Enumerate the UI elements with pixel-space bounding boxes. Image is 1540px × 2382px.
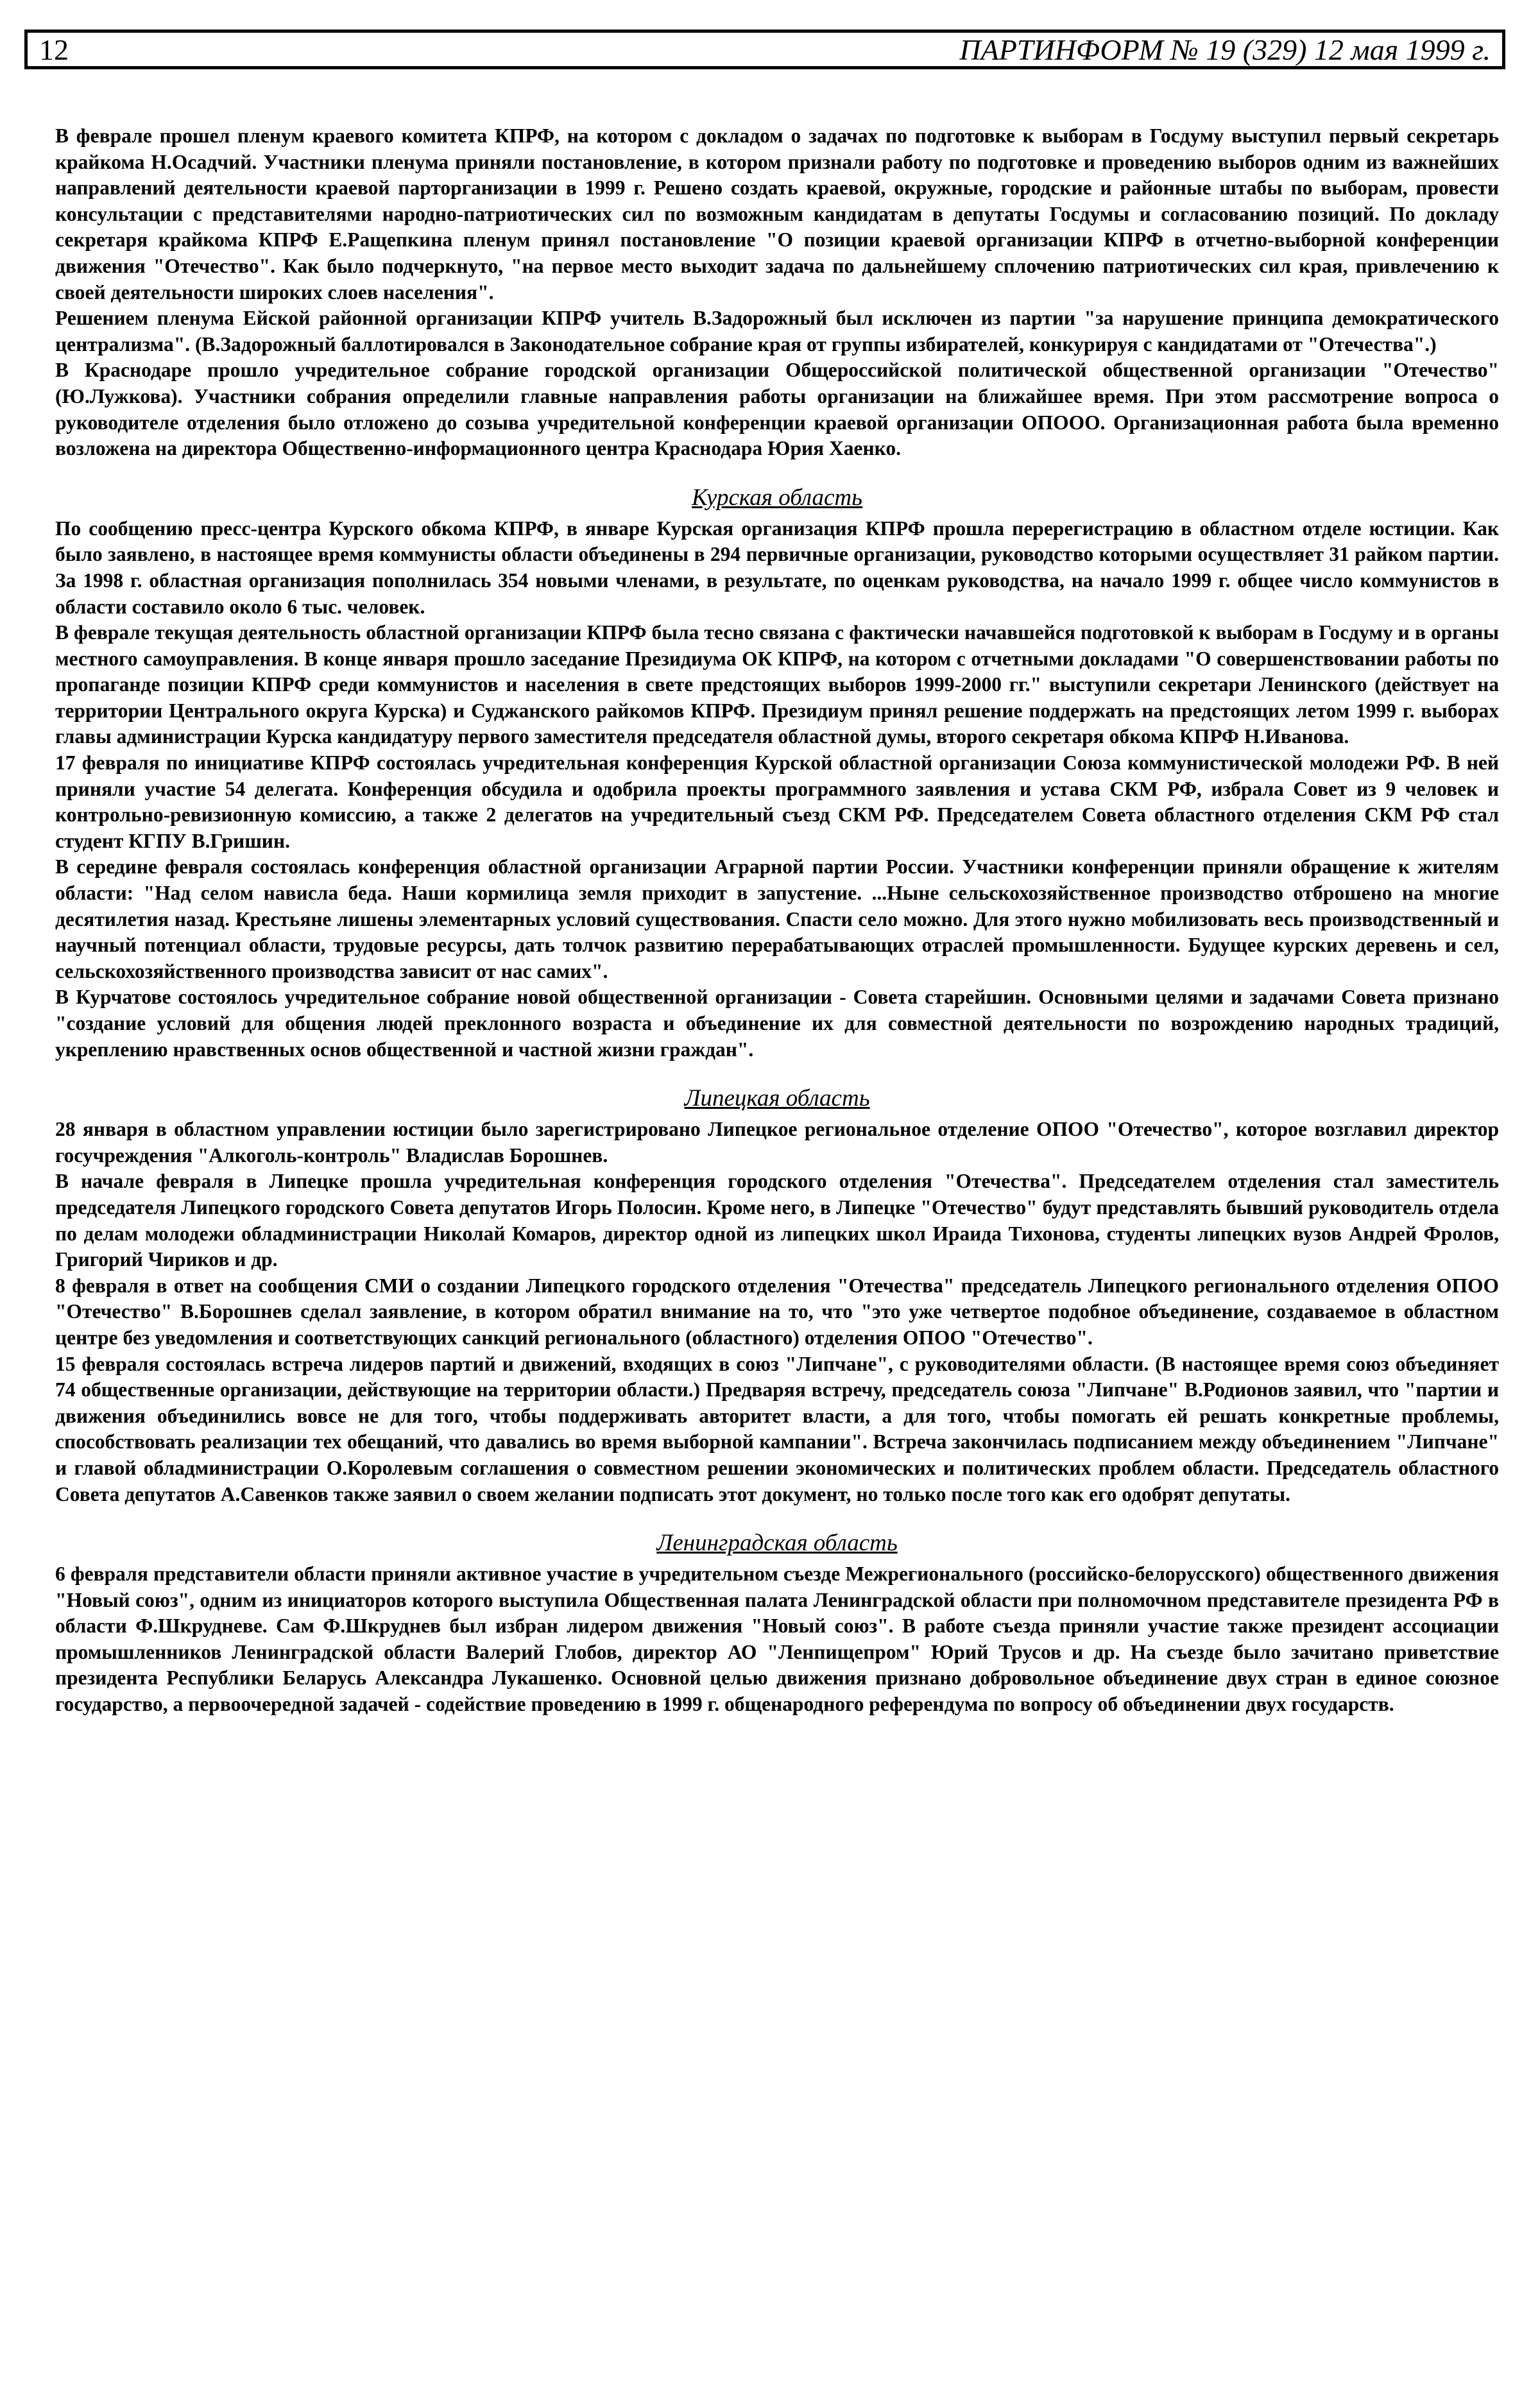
page-header <box>24 30 1505 69</box>
paragraph: В Курчатове состоялось учредительное собрание новой общественной организации - Совета старейшин. Основными целями и задачами Совета признано "создание условий для общения людей преклонного возраста и объединение их для совместной деятельности по возрождению народных традиций, укреплению нравственных основ общественной и частной жизни граждан". <box>55 986 1499 1061</box>
paragraph: В середине февраля состоялась конференция областной организации Аграрной партии России. Участники конференции приняли обращение к жителям области: "Над селом нависла беда. Наши кормилица земля приходит в запустение. ...Ныне сельскохозяйственное производство отброшено на многие десятилетия назад. Крестьяне лишены элементарных условий существования. Спасти село можно. Для этого нужно мобилизовать весь производственный и научный потенциал области, трудовые ресурсы, дать толчок развитию перерабатывающих отраслей промышленности. Будущее курских деревень и сел, сельскохозяйственного производства зависит от нас самих". <box>55 855 1499 982</box>
section-leningrad <box>55 1529 1499 1718</box>
paragraph: По сообщению пресс-центра Курского обкома КПРФ, в январе Курская организация КПРФ прошла перерегистрацию в областном отделе юстиции. Как было заявлено, в настоящее время коммунисты области объединены в 294 первичные организации, руководство которыми осуществляет 31 райком партии. За 1998 г. областная организация пополнилась 354 новыми членами, в результате, по оценкам руководства, на начало 1999 г. общее число коммунистов в области составило около 6 тыс. человек. <box>55 517 1499 618</box>
paragraph: 15 февраля состоялась встреча лидеров партий и движений, входящих в союз "Липчане", с руководителями области. (В настоящее время союз объединяет 74 общественные организации, действующие на территории области.) Предваряя встречу, председатель союза "Липчане" В.Родионов заявил, что "партии и движения объединились вовсе не для того, чтобы поддерживать авторитет власти, а для того, чтобы помогать ей решать конкретные проблемы, способствовать реализации тех обещаний, что давались во время выборной кампании". Встреча закончилась подписанием между объединением "Липчане" и главой обладминистрации О.Королевым соглашения о совместном решении экономических и политических проблем области. Председатель областного Совета депутатов А.Савенков также заявил о своем желании подписать этот документ, но только после того как его одобрят депутаты. <box>55 1352 1499 1505</box>
article-body <box>55 123 1499 1718</box>
section-lipetsk <box>55 1084 1499 1507</box>
section-title: Липецкая область <box>684 1085 870 1112</box>
paragraph: В начале февраля в Липецке прошла учредительная конференция городского отделения "Отечества". Председателем отделения стал заместитель председателя Липецкого городского Совета депутатов Игорь Полосин. Кроме него, в Липецке "Отечество" будут представлять бывший руководитель отдела по делам молодежи обладминистрации Николай Комаров, директор одной из липецких школ Ираида Тихонова, студенты липецких вузов Андрей Фролов, Григорий Чириков и др. <box>55 1170 1499 1271</box>
section-title: Ленинградская область <box>656 1530 898 1557</box>
paragraph: 28 января в областном управлении юстиции было зарегистрировано Липецкое региональное отделение ОПОО "Отечество", которое возглавил директор госучреждения "Алкоголь-контроль" Владислав Борошнев. <box>55 1118 1499 1167</box>
paragraph: 17 февраля по инициативе КПРФ состоялась учредительная конференция Курской областной организации Союза коммунистической молодежи РФ. В ней приняли участие 54 делегата. Конференция обсудила и одобрила проекты программного заявления и устава СКМ РФ, избрала Совет из 9 человек и контрольно-ревизионную комиссию, а также 2 делегатов на учредительный съезд СКМ РФ. Председателем Совета областного отделения СКМ РФ стал студент КГПУ В.Гришин. <box>55 751 1499 852</box>
page-number: 12 <box>39 33 69 66</box>
paragraph: В феврале прошел пленум краевого комитета КПРФ, на котором с докладом о задачах по подготовке к выборам в Госдуму выступил первый секретарь крайкома Н.Осадчий. Участники пленума приняли постановление, в котором признали работу по подготовке и проведению выборов одним из важнейших направлений деятельности краевой парторганизации в 1999 г. Решено создать краевой, окружные, городские и районные штабы по выборам, провести консультации с представителями народно-патриотических сил по возможным кандидатам в депутаты Госдумы и согласованию позиций. По докладу секретаря крайкома КПРФ Е.Ращепкина пленум принял постановление "О позиции краевой организации КПРФ в отчетно-выборной конференции движения "Отечество". Как было подчеркнуто, "на первое место выходит задача по дальнейшему сплочению патриотических сил края, привлечению к своей деятельности широких слоев населения". <box>55 124 1499 304</box>
paragraph: 8 февраля в ответ на сообщения СМИ о создании Липецкого городского отделения "Отечества" председатель Липецкого регионального отделения ОПОО "Отечество" В.Борошнев сделал заявление, в котором обратил внимание на то, что "это уже четвертое подобное объединение, создаваемое в областном центре без уведомления и соответствующих санкций регионального (областного) отделения ОПОО "Отечество". <box>55 1274 1499 1349</box>
paragraph: 6 февраля представители области приняли активное участие в учредительном съезде Межрегионального (российско-белорусского) общественного движения "Новый союз", одним из инициаторов которого выступила Общественная палата Ленинградской области при полномочном представителе президента РФ в области Ф.Шкрудневе. Сам Ф.Шкруднев был избран лидером движения "Новый союз". В работе съезда приняли участие также президент ассоциации промышленников Ленинградской области Валерий Глобов, директор АО "Ленпищепром" Юрий Трусов и др. На съезде было зачитано приветствие президента Республики Беларусь Александра Лукашенко. Основной целью движения признано добровольное объединение двух стран в единое союзное государство, а первоочередной задачей - содействие проведению в 1999 г. общенародного референдума по вопросу об объединении двух государств. <box>55 1563 1499 1716</box>
section-kursk <box>55 484 1499 1063</box>
paragraph: В Краснодаре прошло учредительное собрание городской организации Общероссийской политической общественной организации "Отечество" (Ю.Лужкова). Участники собрания определили главные направления работы организации на ближайшее время. При этом рассмотрение вопроса о руководителе отделения было отложено до созыва учредительной конференции краевой организации ОПООО. Организационная работа была временно возложена на директора Общественно-информационного центра Краснодара Юрия Хаенко. <box>55 359 1499 460</box>
publication-title: ПАРТИНФОРМ № 19 (329) 12 мая 1999 г. <box>959 33 1491 66</box>
section-title: Курская область <box>692 484 862 511</box>
section-krasnodar <box>55 123 1499 462</box>
paragraph: Решением пленума Ейской районной организации КПРФ учитель В.Задорожный был исключен из партии "за нарушение принципа демократического централизма". (В.Задорожный баллотировался в Законодательное собрание края от группы избирателей, конкурируя с кандидатами от "Отечества".) <box>55 307 1499 356</box>
paragraph: В феврале текущая деятельность областной организации КПРФ была тесно связана с фактически начавшейся подготовкой к выборам в Госдуму и в органы местного самоуправления. В конце января прошло заседание Президиума ОК КПРФ, на котором с отчетными докладами "О совершенствовании работы по пропаганде позиции КПРФ среди коммунистов и населения в свете предстоящих выборов 1999-2000 гг." выступили секретари Ленинского (действует на территории Центрального округа Курска) и Суджанского райкомов КПРФ. Президиум принял решение поддержать на предстоящих летом 1999 г. выборах главы администрации Курска кандидатуру первого заместителя председателя областной думы, второго секретаря обкома КПРФ Н.Иванова. <box>55 621 1499 748</box>
